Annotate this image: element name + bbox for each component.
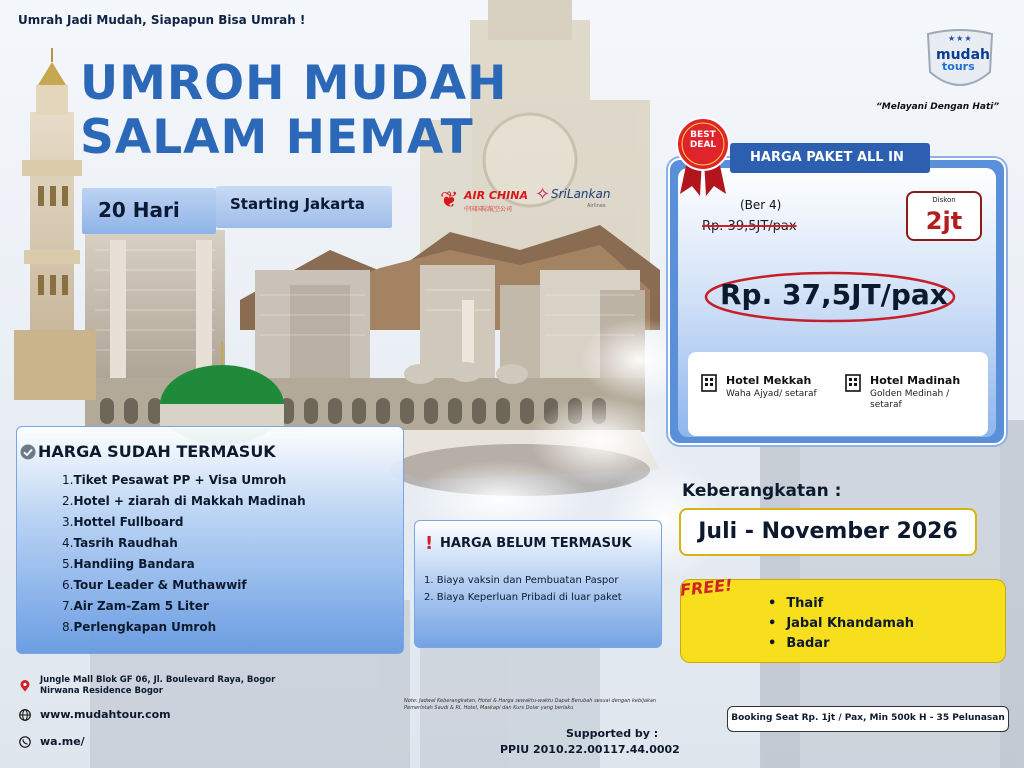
stars-icon: ★★★ xyxy=(948,34,973,43)
air-china-name: AIR CHINA xyxy=(464,189,528,202)
included-item: 2.Hotel + ziarah di Makkah Madinah xyxy=(62,494,306,508)
supported-by-label: Supported by : xyxy=(566,727,659,740)
included-item: 5.Handiing Bandara xyxy=(62,557,195,571)
ppiu-license: PPIU 2010.22.00117.44.0002 xyxy=(500,743,680,756)
included-item: 8.Perlengkapan Umroh xyxy=(62,620,217,634)
brand-wordmark xyxy=(936,47,990,73)
excluded-title: HARGA BELUM TERMASUK xyxy=(440,536,632,551)
package-header: HARGA PAKET ALL IN xyxy=(730,143,930,173)
excluded-list xyxy=(424,572,622,606)
hotel-madinah-desc: Golden Medinah / setaraf xyxy=(870,389,950,410)
website-link[interactable]: www.mudahtour.com xyxy=(40,708,171,721)
hotel-madinah-name: Hotel Madinah xyxy=(870,374,961,387)
air-china-subtitle: 中国国际航空公司 xyxy=(464,206,513,213)
free-badge-label: FREE! xyxy=(679,575,734,600)
tagline: Umrah Jadi Mudah, Siapapun Bisa Umrah ! xyxy=(18,13,306,27)
old-price: Rp. 39,5JT/pax xyxy=(702,219,797,234)
included-item: 6.Tour Leader & Muthawwif xyxy=(62,578,247,592)
peacock-icon: ✧ xyxy=(535,184,551,205)
booking-info: Booking Seat Rp. 1jt / Pax, Min 500k H - 35 Pelunasan xyxy=(727,706,1009,732)
srilankan-name: SriLankan xyxy=(551,187,611,201)
ribbon-icon xyxy=(674,116,732,198)
departure-period: Juli - November 2026 xyxy=(698,519,958,544)
included-title: HARGA SUDAH TERMASUK xyxy=(38,442,276,461)
departure-period-box xyxy=(679,508,977,556)
whatsapp-icon xyxy=(19,736,31,748)
brand-line-1: mudah xyxy=(936,47,990,63)
free-list xyxy=(768,594,914,654)
building-icon xyxy=(844,374,862,392)
final-price xyxy=(700,268,960,326)
included-item: 3.Hottel Fullboard xyxy=(62,515,184,529)
hotel-info-box xyxy=(688,352,988,436)
brand-line-2: tours xyxy=(942,60,975,73)
hotel-mekkah-desc: Waha Ajyad/ setaraf xyxy=(726,389,817,399)
departure-label: Keberangkatan : xyxy=(682,481,842,501)
discount-value: 2jt xyxy=(925,207,963,235)
free-item: • Thaif xyxy=(768,594,914,614)
discount-label: Diskon xyxy=(932,196,956,204)
departure-city-chip: Starting Jakarta xyxy=(216,186,392,228)
whatsapp-link[interactable]: wa.me/ xyxy=(40,735,85,748)
excluded-item: 1. Biaya vaksin dan Pembuatan Paspor xyxy=(424,575,619,586)
included-list xyxy=(62,470,306,638)
included-item: 1.Tiket Pesawat PP + Visa Umroh xyxy=(62,473,287,487)
address: Jungle Mall Blok GF 06, Jl. Boulevard Raya, Bogor Nirwana Residence Bogor xyxy=(40,675,276,696)
duration-chip: 20 Hari xyxy=(82,188,216,234)
page-title xyxy=(80,57,507,165)
air-china-logo xyxy=(440,188,530,218)
best-deal-badge xyxy=(674,116,732,198)
included-item: 7.Air Zam-Zam 5 Liter xyxy=(62,599,209,613)
brand-motto: “Melayani Dengan Hati” xyxy=(876,102,1000,112)
occupancy-note: (Ber 4) xyxy=(740,198,782,212)
excluded-item: 2. Biaya Keperluan Pribadi di luar paket xyxy=(424,592,622,603)
hotel-mekkah-name: Hotel Mekkah xyxy=(726,374,812,387)
srilankan-logo xyxy=(535,184,625,214)
disclaimer-note: Note: Jadwal Keberangkatan, Hotel & Harga sewaktu-waktu Dapat Berubah sesuai dengan kebijakan Pemerintah Saudi & RI, Hotel, Maskapi dan Kurs Dolar yang berlaku xyxy=(404,698,657,711)
location-pin-icon xyxy=(19,680,31,692)
free-badge xyxy=(674,572,752,612)
building-icon xyxy=(700,374,718,392)
title-line-1: UMROH MUDAH xyxy=(80,56,508,111)
brand-logo xyxy=(922,28,998,94)
final-price-value: Rp. 37,5JT/pax xyxy=(720,278,948,311)
discount-badge xyxy=(906,191,982,241)
exclamation-icon: ! xyxy=(425,533,434,554)
globe-icon xyxy=(19,709,31,721)
free-item: • Badar xyxy=(768,634,914,654)
check-circle-icon xyxy=(20,444,36,460)
free-item: • Jabal Khandamah xyxy=(768,614,914,634)
best-deal-label: BEST DEAL xyxy=(689,130,717,150)
title-line-2: SALAM HEMAT xyxy=(80,110,474,165)
phoenix-icon: ❦ xyxy=(440,188,459,213)
srilankan-subtitle: Airlines xyxy=(587,203,606,209)
included-item: 4.Tasrih Raudhah xyxy=(62,536,178,550)
